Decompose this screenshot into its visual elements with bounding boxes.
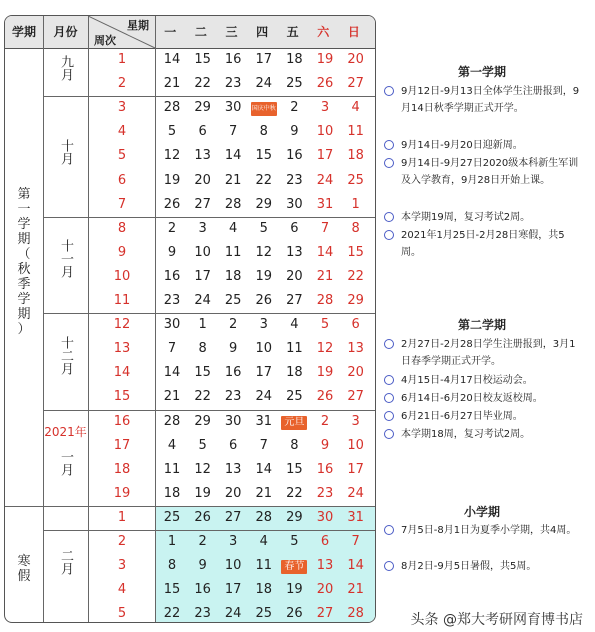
day-cell: 12 [194,461,211,477]
day-cell: 24 [224,606,242,622]
month-label [43,139,88,165]
day-cell: 21 [224,172,242,188]
day-cell: 15 [286,461,303,477]
semester-label-char: 寒 [17,554,31,570]
week-number: 3 [117,558,127,574]
week-number: 12 [113,317,131,333]
day-cell: 10 [347,437,364,453]
semester-label-char: 学 [17,216,31,232]
month-name-label: 十二月 [58,335,73,375]
header-weekday: 五 [286,25,299,39]
day-cell: 14 [347,558,364,574]
day-cell: 10 [224,558,242,574]
day-cell: 28 [224,196,242,212]
semester-label-char: 期 [17,306,31,322]
day-cell: 25 [255,606,273,622]
note-text: 9月14日-9月20日迎新周。 [401,140,523,151]
semester-label-char: 一 [17,201,31,217]
day-cell: 25 [347,172,364,188]
day-cell: 13 [316,558,334,574]
day-cell: 17 [347,461,364,477]
day-cell: 30 [224,100,242,116]
day-cell: 31 [347,509,364,525]
day-cell: 20 [347,52,364,67]
day-cell: 2 [290,100,299,116]
notes-section-title: 小学期 [463,505,500,519]
day-cell: 11 [255,558,273,574]
day-cell: 27 [224,509,242,525]
day-cell: 8 [198,341,207,357]
holiday-badge: 元旦 [281,416,307,430]
notes-section-title: 第二学期 [457,318,506,332]
header-weekday: 四 [256,25,269,39]
day-cell: 16 [194,582,211,598]
day-cell: 22 [347,268,364,284]
day-cell: 14 [163,52,181,67]
day-cell: 26 [194,509,211,525]
week-number: 3 [117,100,127,116]
week-number: 5 [117,606,127,622]
day-cell: 19 [194,485,211,501]
day-cell: 3 [351,413,360,429]
day-cell: 5 [320,317,330,333]
note-text: 9月12日-9月13日全体学生注册报到，9月14日秋季学期正式开学。 [401,86,580,114]
header-week-no-label: 周次 [94,34,116,47]
bullet-icon [384,158,394,168]
day-cell: 23 [194,606,211,622]
semester-label-char: ） [17,321,31,337]
day-cell: 16 [224,365,242,381]
day-cell: 23 [316,485,334,501]
day-cell: 30 [286,196,303,212]
day-cell: 11 [347,124,364,140]
note-text: 9月14日-9月27日2020级本科新生军训及入学教育，9月28日开始上课。 [401,158,579,186]
day-cell: 9 [229,341,238,357]
day-cell: 27 [347,389,364,405]
week-number: 16 [113,413,131,429]
note-text: 7月5日-8月1日为夏季小学期，共4周。 [401,525,577,536]
day-cell: 4 [229,220,238,236]
semester-label-char: 学 [17,291,31,307]
day-cell: 16 [163,268,181,284]
week-number: 6 [117,172,127,188]
header-weekday: 六 [317,25,330,39]
month-label [43,239,88,278]
header-weekday: 二 [194,25,207,39]
day-cell: 25 [163,509,181,525]
day-cell: 20 [316,582,334,598]
day-cell: 9 [290,124,299,140]
day-cell: 10 [255,341,273,357]
note-item [384,155,584,189]
day-cell: 14 [255,461,273,477]
day-cell: 12 [316,341,334,357]
note-text: 2021年1月25日-2月28日寒假，共5周。 [401,230,565,258]
day-cell: 28 [163,100,181,116]
day-cell: 20 [194,172,211,188]
day-cell: 19 [316,52,334,67]
day-cell: 6 [229,437,238,453]
day-cell: 13 [194,148,211,164]
bullet-icon [384,230,394,240]
day-cell: 26 [163,196,181,212]
note-item [384,408,584,425]
day-cell: 28 [255,509,273,525]
bullet-icon [384,86,394,96]
day-cell: 18 [286,365,303,381]
day-cell: 9 [198,558,207,574]
day-cell: 20 [286,268,303,284]
day-cell: 21 [316,268,334,284]
day-cell: 15 [163,582,181,598]
day-cell: 18 [347,148,364,164]
day-cell: 23 [224,76,242,92]
week-number: 13 [113,341,131,357]
note-text: 4月15日-4月17日校运动会。 [401,375,533,386]
day-cell: 7 [167,341,177,357]
month-label [43,55,88,81]
day-cell: 15 [194,52,211,67]
note-item [384,558,584,575]
day-cell: 18 [163,485,181,501]
header-month: 月份 [53,25,78,39]
month-label [43,424,88,481]
day-cell: 11 [286,341,303,357]
grid-hline [43,410,375,411]
day-cell: 29 [194,100,211,116]
grid-hline [43,96,375,97]
week-number: 19 [113,485,131,501]
month-label [43,336,88,375]
bullet-icon [384,140,394,150]
week-number: 1 [117,509,127,525]
day-cell: 15 [194,365,211,381]
day-cell: 12 [255,244,273,260]
day-cell: 4 [351,100,360,116]
day-cell: 23 [224,389,242,405]
semester-label-char: 期 [17,231,31,247]
day-cell: 17 [255,365,273,381]
day-cell: 29 [255,196,273,212]
day-cell: 25 [286,389,303,405]
week-number: 18 [113,461,131,477]
semester-label-char: （ [17,246,31,262]
note-text: 6月14日-6月20日校友返校周。 [401,393,543,404]
day-cell: 17 [224,582,242,598]
day-cell: 30 [224,413,242,429]
day-cell: 6 [320,534,330,549]
month-name-label: 十一月 [58,239,73,279]
note-item [384,227,584,261]
day-cell: 4 [259,534,268,549]
week-number: 15 [113,389,131,405]
grid-vline [43,16,44,622]
header-weekday-label: 星期 [127,19,149,32]
semester-label-char: 假 [17,569,31,585]
day-cell: 19 [316,365,334,381]
day-cell: 20 [224,485,242,501]
day-cell: 6 [351,317,360,333]
month-name-label: 九月 [58,55,73,82]
day-cell: 28 [163,413,181,429]
week-number: 10 [113,268,131,284]
semester-label-char: 季 [17,276,31,292]
day-cell: 27 [316,606,334,622]
day-cell: 17 [316,148,334,164]
day-cell: 11 [224,244,242,260]
header-semester: 学期 [11,25,36,39]
day-cell: 24 [255,389,273,405]
day-cell: 9 [320,437,330,453]
note-item [384,137,584,154]
bullet-icon [384,375,394,385]
day-cell: 7 [351,534,360,549]
month-name-label: 二月 [58,549,73,576]
month-year-label: 2021年 [44,424,87,439]
week-number: 7 [117,196,127,212]
bullet-icon [384,411,394,421]
day-cell: 28 [347,606,364,622]
week-number: 9 [117,244,127,260]
day-cell: 22 [163,606,181,622]
month-label [43,549,88,575]
day-cell: 3 [229,534,238,549]
day-cell: 31 [316,196,334,212]
bullet-icon [384,339,394,349]
day-cell: 29 [286,509,303,525]
day-cell: 25 [286,76,303,92]
week-number: 2 [117,76,127,92]
bullet-icon [384,393,394,403]
week-number: 8 [117,220,127,236]
day-cell: 14 [224,148,242,164]
header-weekday: 三 [225,25,238,39]
day-cell: 14 [316,244,334,260]
day-cell: 5 [198,437,207,453]
day-cell: 2 [167,220,177,236]
grid-hline [5,506,375,507]
day-cell: 13 [347,341,364,357]
note-item [384,426,584,443]
day-cell: 4 [167,437,177,453]
day-cell: 6 [198,124,207,140]
day-cell: 25 [224,293,242,308]
day-cell: 18 [286,52,303,67]
day-cell: 7 [229,124,238,140]
day-cell: 29 [347,293,364,308]
day-cell: 24 [255,76,273,92]
header-weekday: 一 [164,25,177,39]
day-cell: 7 [259,437,268,453]
note-text: 本学期19周，复习考试2周。 [401,212,531,223]
note-text: 本学期18周，复习考试2周。 [401,429,531,440]
day-cell: 5 [167,124,177,140]
day-cell: 7 [320,220,330,236]
day-cell: 16 [316,461,334,477]
week-number: 4 [117,124,127,140]
day-cell: 3 [320,100,330,116]
day-cell: 26 [316,76,334,92]
note-item [384,372,584,389]
day-cell: 16 [224,52,242,67]
week-number: 2 [117,534,127,549]
day-cell: 8 [290,437,299,453]
day-cell: 18 [224,268,242,284]
day-cell: 15 [347,244,364,260]
day-cell: 29 [194,413,211,429]
holiday-badge: 春节 [281,560,307,574]
day-cell: 1 [351,196,360,212]
bullet-icon [384,212,394,222]
day-cell: 1 [198,317,207,333]
month-name-label: 十月 [58,139,73,166]
day-cell: 6 [290,220,299,236]
calendar-table [4,15,376,623]
day-cell: 24 [347,485,364,501]
day-cell: 9 [167,244,177,260]
bullet-icon [384,525,394,535]
day-cell: 19 [286,582,303,598]
day-cell: 19 [163,172,181,188]
day-cell: 3 [198,220,207,236]
day-cell: 13 [224,461,242,477]
day-cell: 26 [255,293,273,308]
watermark: 头条 @郑大考研网育博书店 [410,612,583,628]
day-cell: 4 [290,317,299,333]
semester-label-char: 第 [17,186,31,202]
week-number: 17 [113,437,131,453]
day-cell: 21 [163,389,181,405]
day-cell: 19 [255,268,273,284]
note-text: 2月27日-2月28日学生注册报到，3月1日春季学期正式开学。 [401,339,576,367]
day-cell: 27 [286,293,303,308]
day-cell: 22 [255,172,273,188]
day-cell: 8 [167,558,177,574]
day-cell: 24 [316,172,334,188]
day-cell: 21 [255,485,273,501]
day-cell: 5 [290,534,299,549]
calendar-header [5,16,375,49]
day-cell: 2 [198,534,207,549]
day-cell: 28 [316,293,334,308]
week-number: 4 [117,582,127,598]
day-cell: 3 [259,317,268,333]
day-cell: 26 [286,606,303,622]
note-item [384,209,584,226]
bullet-icon [384,561,394,571]
day-cell: 23 [163,293,181,308]
day-cell: 27 [194,196,211,212]
day-cell: 16 [286,148,303,164]
day-cell: 17 [255,52,273,67]
bullet-icon [384,429,394,439]
week-number: 5 [117,148,127,164]
day-cell: 20 [347,365,364,381]
week-number: 11 [113,293,131,308]
day-cell: 22 [194,76,211,92]
day-cell: 30 [163,317,181,333]
month-name-label: 一月 [58,449,73,476]
day-cell: 30 [316,509,334,525]
day-cell: 12 [163,148,181,164]
note-item [384,336,584,370]
header-diagonal-line [88,16,158,48]
note-text: 6月21日-6月27日毕业周。 [401,411,523,422]
day-cell: 15 [255,148,273,164]
day-cell: 22 [286,485,303,501]
semester-label-first [16,187,32,337]
day-cell: 11 [163,461,181,477]
holiday-badge: 国庆中秋 [251,102,277,116]
day-cell: 21 [347,582,364,598]
day-cell: 17 [194,268,211,284]
day-cell: 26 [316,389,334,405]
day-cell: 18 [255,582,273,598]
day-cell: 1 [167,534,177,549]
day-cell: 13 [286,244,303,260]
day-cell: 8 [351,220,360,236]
grid-hline [43,217,375,218]
week-number: 1 [117,52,127,67]
day-cell: 14 [163,365,181,381]
note-item [384,390,584,407]
grid-hline [43,313,375,314]
note-item [384,83,584,117]
day-cell: 22 [194,389,211,405]
day-cell: 23 [286,172,303,188]
semester-label-char: 秋 [17,261,31,277]
day-cell: 2 [229,317,238,333]
week-number: 14 [113,365,131,381]
day-cell: 5 [259,220,268,236]
grid-hline [43,530,375,531]
day-cell: 27 [347,76,364,92]
note-item [384,522,584,539]
notes-section-title: 第一学期 [457,65,506,79]
day-cell: 2 [320,413,330,429]
day-cell: 31 [255,413,273,429]
semester-label-winter [16,554,32,584]
note-text: 8月2日-9月5日暑假，共5周。 [401,561,537,572]
day-cell: 24 [194,293,211,308]
day-cell: 10 [194,244,211,260]
day-cell: 8 [259,124,268,140]
header-weekday: 日 [347,25,360,39]
day-cell: 21 [163,76,181,92]
day-cell: 10 [316,124,334,140]
